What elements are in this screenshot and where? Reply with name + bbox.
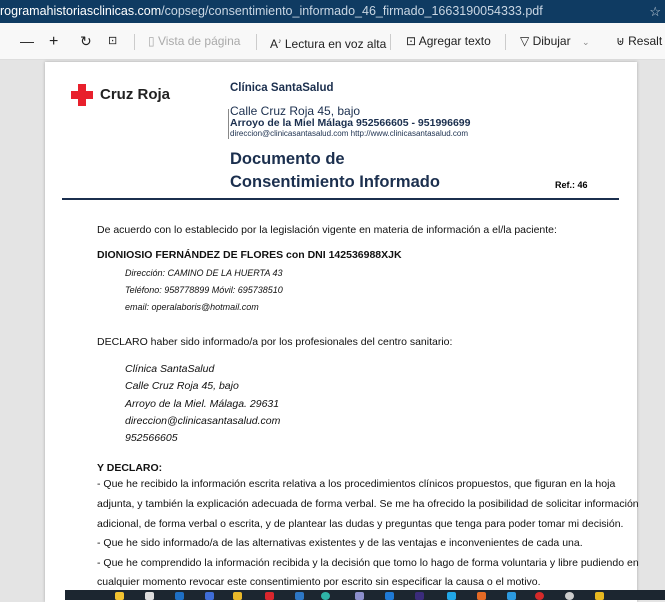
taskbar-app-icon[interactable] — [175, 592, 184, 600]
read-aloud-icon: A♪ — [270, 37, 282, 51]
divider — [134, 34, 135, 50]
paragraph-line: - Que he sido informado/a de las alternativas existentes y de las ventajas e inconvenientes de cada una. — [97, 537, 583, 549]
taskbar-app-icon[interactable] — [507, 592, 516, 600]
edge-icon[interactable] — [321, 592, 330, 600]
pdf-toolbar — [0, 23, 665, 60]
taskbar-app-icon[interactable] — [385, 592, 394, 600]
divider — [228, 109, 229, 139]
highlight-label: Resalt — [628, 34, 663, 48]
url-domain: rogramahistoriasclinicas.com — [0, 4, 162, 18]
page-view-button[interactable]: ▯ Vista de página — [148, 34, 241, 48]
fit-width-icon[interactable]: ⊡ — [108, 35, 118, 47]
doc-title-1: Documento de — [230, 150, 345, 168]
paragraph-line: adjunta, y también la explicación adecuada de forma verbal. Se me ha ofrecido la posibilidad de solicitar información — [97, 498, 639, 510]
read-aloud-label: Lectura en voz alta — [284, 37, 387, 51]
center-line: Clínica SantaSalud — [125, 363, 215, 375]
y-declaro-heading: Y DECLARO: — [97, 462, 163, 474]
declaro-text: DECLARO haber sido informado/a por los profesionales del centro sanitario: — [97, 336, 453, 348]
highlight-button[interactable] — [616, 23, 662, 60]
paragraph-line: - Que he recibido la información escrita relativa a los procedimientos clínicos propuestos, que figuran en la hoja — [97, 478, 616, 490]
center-line: direccion@clinicasantasalud.com — [125, 415, 281, 427]
add-text-button[interactable] — [406, 23, 491, 60]
divider — [256, 34, 257, 50]
ref-number: Ref.: 46 — [555, 180, 588, 190]
url-path: /copseg/consentimiento_informado_46_firmado_1663190054333.pdf — [161, 4, 543, 18]
address-bar[interactable] — [0, 0, 665, 23]
logo-text: Cruz Roja — [100, 86, 171, 103]
divider — [505, 34, 506, 50]
highlighter-icon: ⊎ — [616, 34, 625, 48]
patient-phone: Teléfono: 958778899 Móvil: 695738510 — [125, 285, 283, 295]
patient-name: DIONIOSIO FERNÁNDEZ DE FLORES con DNI 142536988XJK — [97, 249, 402, 261]
zoom-in-button[interactable]: + — [49, 33, 59, 50]
taskbar-app-icon[interactable] — [477, 592, 486, 600]
paragraph-line: cualquier momento revocar este consentimiento por escrito sin especificar la causa o el motivo. — [97, 576, 541, 588]
taskbar-app-icon[interactable] — [295, 592, 304, 600]
taskbar-app-icon[interactable] — [565, 592, 574, 600]
taskbar-app-icon[interactable] — [233, 592, 242, 600]
taskbar-app-icon[interactable] — [145, 592, 154, 600]
patient-email: email: operalaboris@hotmail.com — [125, 302, 259, 312]
clinic-name: Clínica SantaSalud — [230, 82, 334, 94]
read-aloud-button[interactable] — [270, 23, 386, 63]
pen-icon: ▽ — [520, 34, 530, 48]
taskbar-app-icon[interactable] — [205, 592, 214, 600]
taskbar-app-icon[interactable] — [355, 592, 364, 600]
header-rule — [62, 198, 619, 200]
divider — [390, 34, 391, 50]
draw-label: Dibujar — [532, 34, 571, 48]
rotate-icon[interactable]: ↻ — [80, 33, 92, 49]
paragraph-line: adicional, de forma verbal o escrita, y de plantear las dudas y preguntas que tenga para poder tomar mi decisión. — [97, 518, 624, 530]
taskbar-app-icon[interactable] — [535, 592, 544, 600]
red-cross-logo — [71, 84, 93, 106]
address-line-1: Calle Cruz Roja 45, bajo — [230, 104, 361, 118]
taskbar-app-icon[interactable] — [115, 592, 124, 600]
intro-text: De acuerdo con lo establecido por la legislación vigente en materia de información a el/la paciente: — [97, 224, 557, 236]
zoom-out-button[interactable]: — — [20, 33, 34, 49]
doc-title-2: Consentimiento Informado — [230, 173, 440, 191]
paragraph-line: - Que he comprendido la información recibida y la decisión que tomo lo hago de forma voluntaria y libre pudiendo en — [97, 557, 639, 569]
center-line: Arroyo de la Miel. Málaga. 29631 — [125, 398, 280, 410]
pdf-page — [45, 62, 637, 602]
taskbar-app-icon[interactable] — [447, 592, 456, 600]
page-view-label: Vista de página — [157, 34, 241, 48]
taskbar-app-icon[interactable] — [595, 592, 604, 600]
taskbar — [65, 590, 665, 600]
text-box-icon: ⊡ — [406, 34, 417, 48]
contact-line: direccion@clinicasantasalud.com http://www.clinicasantasalud.com — [230, 129, 469, 138]
draw-button[interactable] — [520, 23, 589, 61]
add-text-label: Agregar texto — [418, 34, 491, 48]
taskbar-app-icon[interactable] — [265, 592, 274, 600]
taskbar-app-icon[interactable] — [415, 592, 424, 600]
center-line: Calle Cruz Roja 45, bajo — [125, 380, 239, 392]
patient-address: Dirección: CAMINO DE LA HUERTA 43 — [125, 268, 283, 278]
star-icon[interactable]: ☆ — [649, 4, 661, 19]
chevron-down-icon[interactable]: ⌄ — [581, 37, 590, 47]
center-line: 952566605 — [125, 432, 178, 444]
address-line-2: Arroyo de la Miel Málaga 952566605 - 951996699 — [230, 117, 471, 129]
